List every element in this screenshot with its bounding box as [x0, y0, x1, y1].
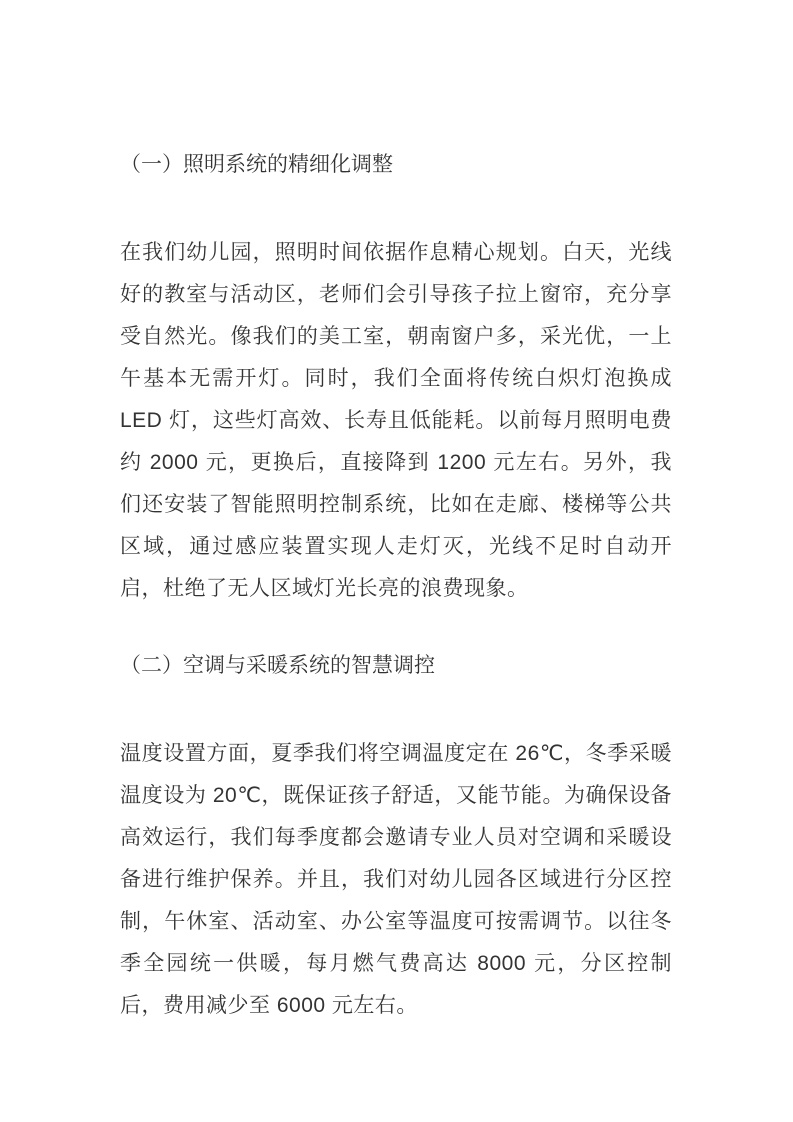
section-2-paragraph: 温度设置方面，夏季我们将空调温度定在 26℃，冬季采暖温度设为 20℃，既保证孩子舒适，又能节能。为确保设备高效运行，我们每季度都会邀请专业人员对空调和采暖设备进行维护保养。并且，我们对幼儿园各区域进行分区控制，午休室、活动室、办公室等温度可按需调节。以往冬季全园统一供暖，每月燃气费高达 8000 元，分区控制后，费用减少至 6000 元左右。 — [120, 742, 672, 1017]
section-1-paragraph: 在我们幼儿园，照明时间依据作息精心规划。白天，光线好的教室与活动区，老师们会引导孩子拉上窗帘，充分享受自然光。像我们的美工室，朝南窗户多，采光优，一上午基本无需开灯。同时，我们全面将传统白炽灯泡换成 LED 灯，这些灯高效、长寿且低能耗。以前每月照明电费约 2000 元，更换后，直接降到 1200 元左右。另外，我们还安装了智能照明控制系统，比如在走廊、楼梯等公共区域，通过感应装置实现人走灯灭，光线不足时自动开启，杜绝了无人区域灯光长亮的浪费现象。 — [120, 241, 672, 600]
section-2-heading: （二）空调与采暖系统的智慧调控 — [120, 654, 435, 677]
section-1-heading: （一）照明系统的精细化调整 — [120, 153, 393, 176]
